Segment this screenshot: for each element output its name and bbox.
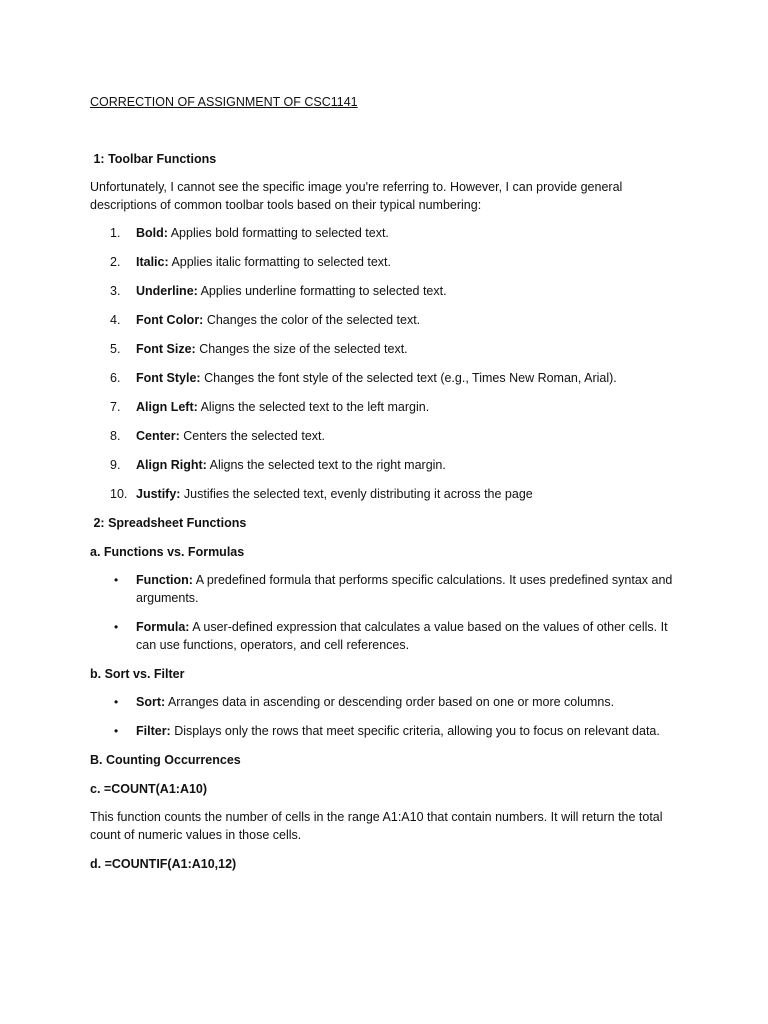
list-desc: A predefined formula that performs specific calculations. It uses predefined syntax and arguments.: [136, 573, 673, 605]
list-desc: Aligns the selected text to the right margin.: [206, 458, 446, 472]
list-term: Formula:: [136, 620, 190, 634]
list-desc: Applies italic formatting to selected text.: [168, 255, 391, 269]
list-desc: Changes the color of the selected text.: [203, 313, 421, 327]
list-term: Font Style:: [136, 371, 201, 385]
section-heading-spreadsheet: [90, 514, 690, 532]
section-heading-toolbar-text: 1: Toolbar Functions: [93, 152, 217, 166]
list-number: 10.: [110, 487, 128, 501]
subheading-count-formula: c. =COUNT(A1:A10): [90, 782, 208, 796]
subheading-sort-vs-filter: b. Sort vs. Filter: [90, 667, 185, 681]
list-number: 6.: [110, 371, 121, 385]
list-desc: Applies bold formatting to selected text.: [167, 226, 389, 240]
list-desc: Aligns the selected text to the left margin.: [197, 400, 430, 414]
functions-formulas-list: [90, 571, 690, 654]
toolbar-functions-list: [90, 224, 690, 503]
list-item: [90, 282, 690, 300]
list-number: 5.: [110, 342, 121, 356]
list-term: Align Left:: [136, 400, 198, 414]
list-number: 4.: [110, 313, 121, 327]
list-term: Sort:: [136, 695, 166, 709]
list-number: 3.: [110, 284, 121, 298]
list-desc: Arranges data in ascending or descending order based on one or more columns.: [165, 695, 615, 709]
list-desc: Centers the selected text.: [179, 429, 325, 443]
subheading-counting-occurrences: B. Counting Occurrences: [90, 753, 241, 767]
list-term: Justify:: [136, 487, 181, 501]
section-heading-spreadsheet-text: 2: Spreadsheet Functions: [93, 516, 247, 530]
list-number: 1.: [110, 226, 121, 240]
list-term: Font Color:: [136, 313, 204, 327]
list-term: Underline:: [136, 284, 198, 298]
list-item: [90, 485, 690, 503]
list-term: Function:: [136, 573, 193, 587]
bullet-icon: •: [114, 695, 119, 709]
list-desc: A user-defined expression that calculates a value based on the values of other cells. It can use functions, operators, and cell references.: [136, 620, 668, 652]
bullet-icon: •: [114, 620, 119, 634]
list-desc: Changes the font style of the selected text (e.g., Times New Roman, Arial).: [200, 371, 617, 385]
list-number: 9.: [110, 458, 121, 472]
list-term: Bold:: [136, 226, 168, 240]
list-number: 2.: [110, 255, 121, 269]
list-term: Italic:: [136, 255, 169, 269]
list-desc: Applies underline formatting to selected text.: [197, 284, 447, 298]
list-item: [90, 224, 690, 242]
list-item: [90, 369, 690, 387]
list-item: [90, 311, 690, 329]
list-item: [90, 340, 690, 358]
document-title: CORRECTION OF ASSIGNMENT OF CSC1141: [90, 95, 358, 109]
list-desc: Justifies the selected text, evenly distributing it across the page: [180, 487, 533, 501]
bullet-icon: •: [114, 724, 119, 738]
bullet-icon: •: [114, 573, 119, 587]
list-item: [90, 427, 690, 445]
list-number: 7.: [110, 400, 121, 414]
section-heading-toolbar: [90, 150, 690, 168]
list-desc: Displays only the rows that meet specific criteria, allowing you to focus on relevant data.: [170, 724, 660, 738]
list-term: Font Size:: [136, 342, 196, 356]
list-item: [90, 571, 690, 607]
list-item: [90, 693, 690, 711]
list-term: Align Right:: [136, 458, 207, 472]
list-item: [90, 253, 690, 271]
list-item: [90, 456, 690, 474]
list-term: Center:: [136, 429, 180, 443]
sort-filter-list: [90, 693, 690, 740]
list-number: 8.: [110, 429, 121, 443]
subheading-functions-vs-formulas: a. Functions vs. Formulas: [90, 545, 245, 559]
section-intro: Unfortunately, I cannot see the specific image you're referring to. However, I can provide general descriptions of common toolbar tools based on their typical numbering:: [90, 180, 623, 212]
subheading-countif-formula: d. =COUNTIF(A1:A10,12): [90, 857, 237, 871]
list-term: Filter:: [136, 724, 171, 738]
list-item: [90, 398, 690, 416]
list-desc: Changes the size of the selected text.: [195, 342, 408, 356]
count-formula-description: This function counts the number of cells in the range A1:A10 that contain numbers. It will return the total count of numeric values in those cells.: [90, 810, 663, 842]
document-page: [90, 93, 690, 873]
list-item: [90, 618, 690, 654]
list-item: [90, 722, 690, 740]
